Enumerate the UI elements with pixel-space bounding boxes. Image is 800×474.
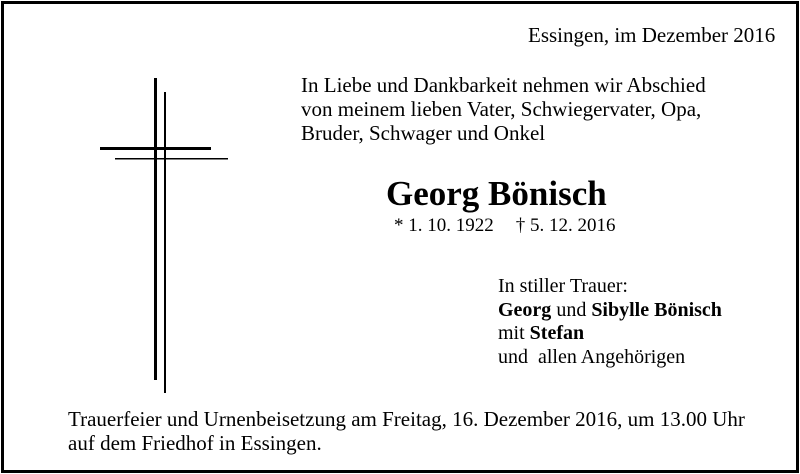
- intro-line: von meinem lieben Vater, Schwiegervater, Opa,: [301, 97, 702, 121]
- funeral-info: [68, 407, 745, 455]
- mourner-name: Georg: [498, 298, 552, 321]
- intro-line: In Liebe und Dankbarkeit nehmen wir Abschied: [301, 73, 706, 97]
- cross-icon: [95, 78, 235, 398]
- mourner-name: Stefan: [529, 322, 585, 344]
- conjunction: mit: [498, 322, 525, 344]
- mourners-block: [498, 275, 722, 369]
- life-dates: [394, 215, 616, 237]
- intro-text: [301, 73, 706, 145]
- conjunction: und: [556, 298, 587, 321]
- mourners-heading: In stiller Trauer:: [498, 275, 628, 297]
- funeral-line: auf dem Friedhof in Essingen.: [68, 431, 322, 455]
- death-date: † 5. 12. 2016: [515, 215, 616, 236]
- birth-date: * 1. 10. 1922: [394, 215, 494, 236]
- deceased-name: Georg Bönisch: [386, 174, 607, 213]
- mourner-name: Sibylle Bönisch: [591, 298, 722, 321]
- mourners-line: und allen Angehörigen: [498, 345, 686, 368]
- place-date: Essingen, im Dezember 2016: [528, 23, 776, 47]
- mourners-line: [498, 322, 722, 346]
- mourners-line: [498, 299, 722, 323]
- intro-line: Bruder, Schwager und Onkel: [301, 121, 546, 145]
- funeral-line: Trauerfeier und Urnenbeisetzung am Freitag, 16. Dezember 2016, um 13.00 Uhr: [68, 407, 745, 431]
